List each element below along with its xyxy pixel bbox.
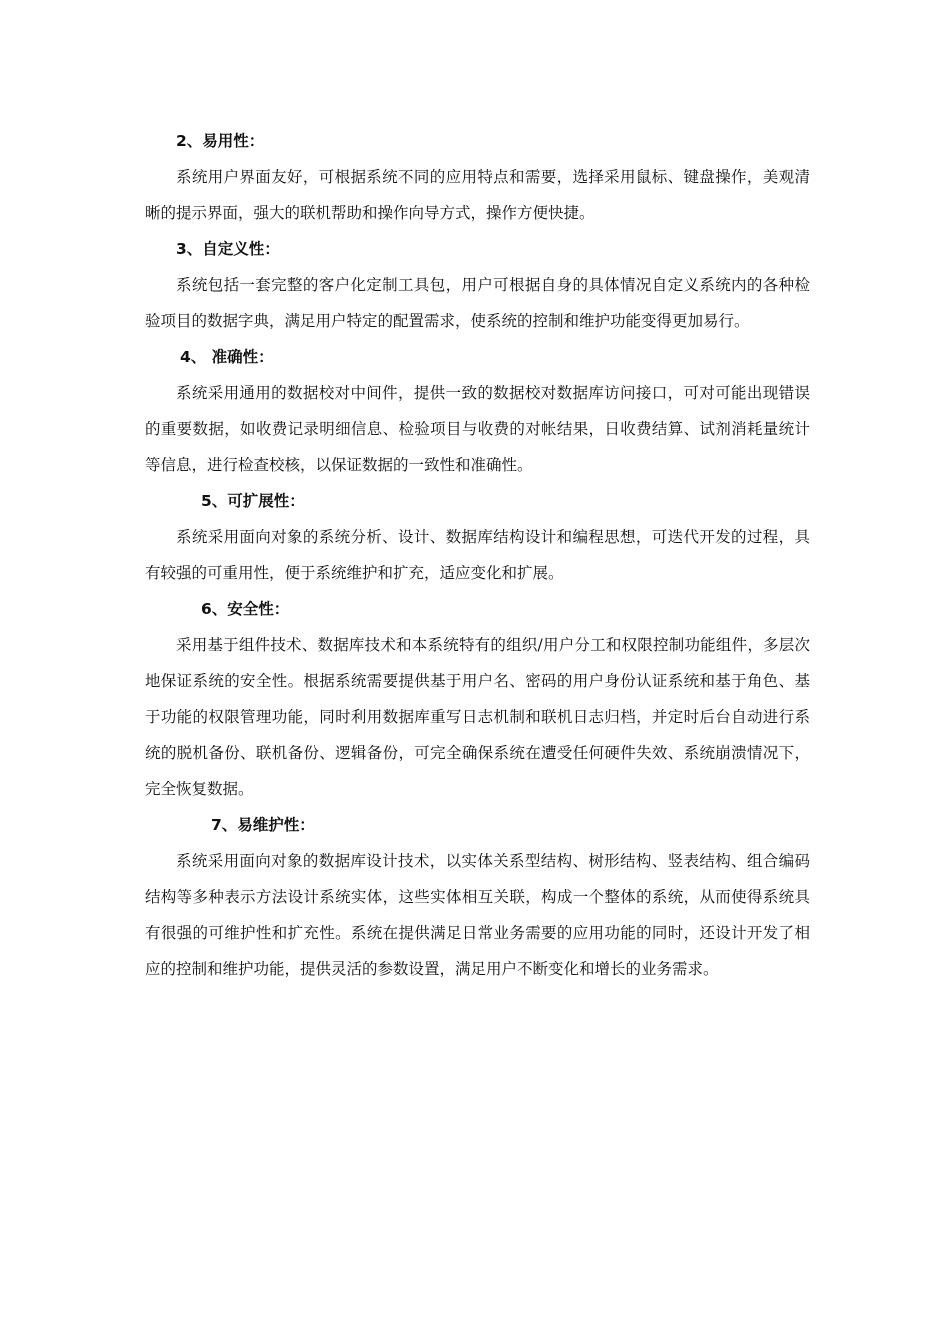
section-text-accuracy: 系统采用通用的数据校对中间件，提供一致的数据校对数据库访问接口，可对可能出现错误的重要数据，如收费记录明细信息、检验项目与收费的对帐结果，日收费结算、试剂消耗量统计等信息，进行检查校核，以保证数据的一致性和准确性。 <box>145 384 810 474</box>
section-text-extensibility: 系统采用面向对象的系统分析、设计、数据库结构设计和编程思想，可迭代开发的过程，具有较强的可重用性，便于系统维护和扩充，适应变化和扩展。 <box>145 528 810 582</box>
section-text-usability: 系统用户界面友好，可根据系统不同的应用特点和需要，选择采用鼠标、键盘操作，美观清晰的提示界面，强大的联机帮助和操作向导方式，操作方便快捷。 <box>145 168 810 222</box>
section-text-customizability: 系统包括一套完整的客户化定制工具包，用户可根据自身的具体情况自定义系统内的各种检验项目的数据字典，满足用户特定的配置需求，使系统的控制和维护功能变得更加易行。 <box>145 276 810 330</box>
section-heading-accuracy: 4、 准确性： <box>180 348 274 366</box>
section-heading-security: 6、安全性： <box>201 600 290 618</box>
section-heading-maintainability: 7、易维护性： <box>211 816 315 834</box>
document-body <box>145 123 810 987</box>
section-heading-extensibility: 5、可扩展性： <box>201 492 305 510</box>
section-text-security: 采用基于组件技术、数据库技术和本系统特有的组织/用户分工和权限控制功能组件，多层次地保证系统的安全性。根据系统需要提供基于用户名、密码的用户身份认证系统和基于角色、基于功能的权限管理功能，同时利用数据库重写日志机制和联机日志归档，并定时后台自动进行系统的脱机备份、联机备份、逻辑备份，可完全确保系统在遭受任何硬件失效、系统崩溃情况下，完全恢复数据。 <box>145 636 810 798</box>
section-text-maintainability: 系统采用面向对象的数据库设计技术，以实体关系型结构、树形结构、竖表结构、组合编码结构等多种表示方法设计系统实体，这些实体相互关联，构成一个整体的系统，从而使得系统具有很强的可维护性和扩充性。系统在提供满足日常业务需要的应用功能的同时，还设计开发了相应的控制和维护功能，提供灵活的参数设置，满足用户不断变化和增长的业务需求。 <box>145 852 810 978</box>
section-heading-usability: 2、易用性： <box>176 132 265 150</box>
section-heading-customizability: 3、自定义性： <box>176 240 280 258</box>
